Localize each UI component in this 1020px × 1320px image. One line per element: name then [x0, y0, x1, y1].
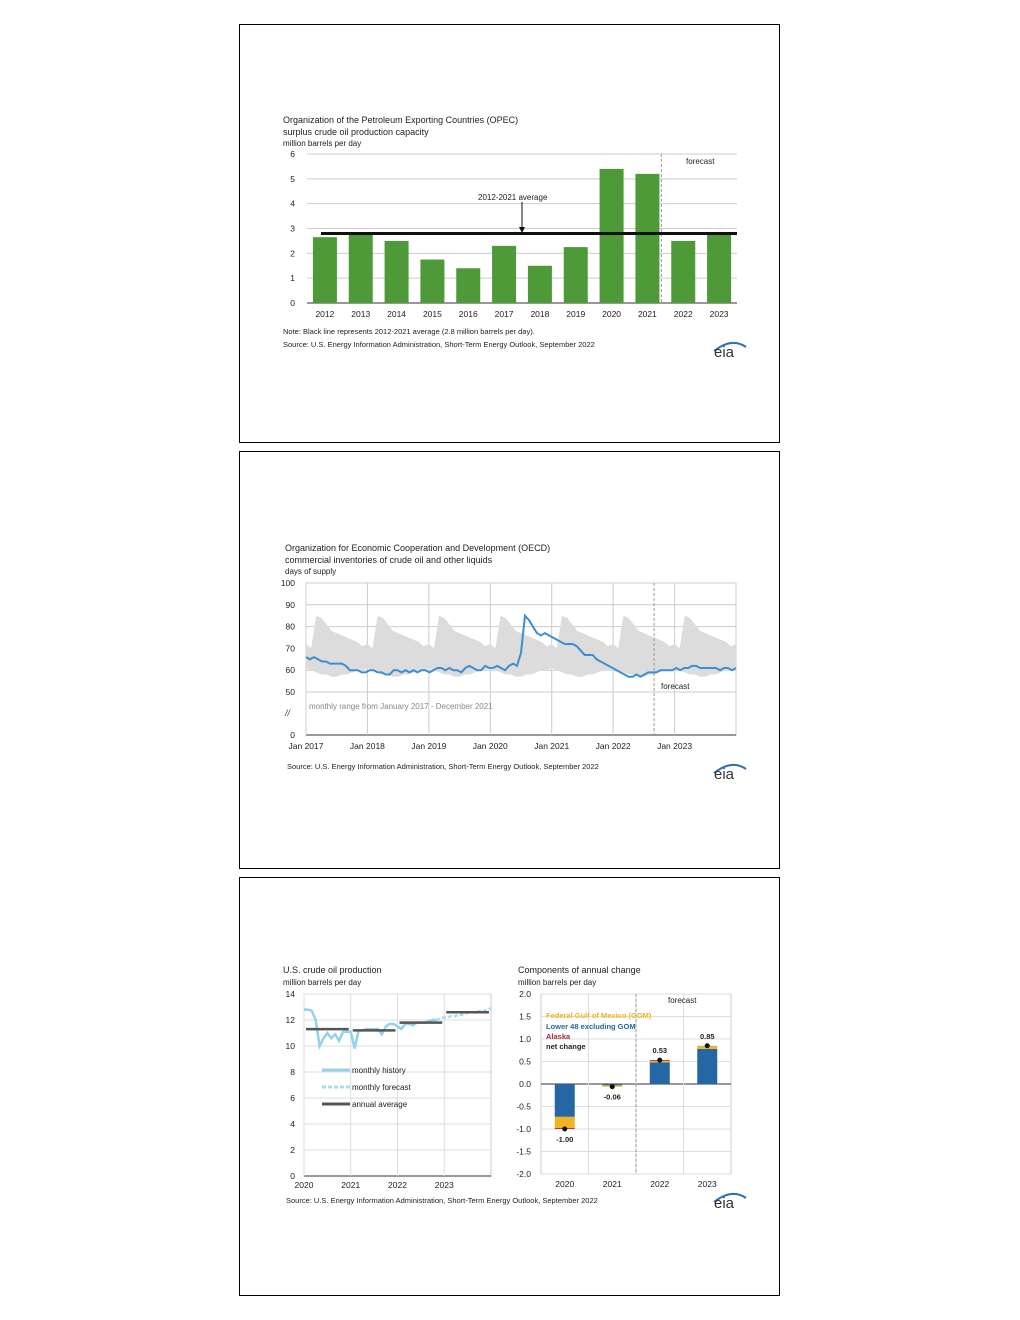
oecd-axis-break: // — [285, 708, 291, 718]
us-x-tick-label: 2022 — [388, 1180, 407, 1190]
opec-x-tick-label: 2019 — [566, 309, 586, 319]
oecd-x-tick-label: Jan 2023 — [657, 741, 693, 751]
cmp-bar-segment — [697, 1049, 717, 1084]
opec-bar — [528, 266, 552, 303]
opec-chart-panel — [239, 24, 780, 443]
opec-x-tick-label: 2014 — [387, 309, 407, 319]
opec-forecast-label: forecast — [686, 157, 715, 166]
oecd-source: Source: U.S. Energy Information Administration, Short-Term Energy Outlook, September 2022 — [287, 762, 599, 771]
cmp-net-change-label: 0.85 — [699, 1031, 715, 1041]
components-unit: million barrels per day — [518, 978, 597, 987]
oecd-forecast-label: forecast — [661, 682, 690, 691]
us-x-tick-label: 2023 — [434, 1180, 454, 1190]
opec-x-tick-label: 2023 — [709, 309, 729, 319]
cmp-x-tick-label: 2022 — [650, 1179, 670, 1189]
cmp-x-tick-label: 2020 — [555, 1179, 575, 1189]
opec-x-tick-label: 2018 — [530, 309, 550, 319]
components-x-axis — [555, 1179, 717, 1189]
legend-forecast-label: monthly forecast — [352, 1083, 411, 1092]
opec-x-tick-label: 2015 — [422, 309, 442, 319]
us-y-tick-label: 12 — [285, 1015, 295, 1025]
opec-title-line1: Organization of the Petroleum Exporting Countries (OPEC) — [283, 115, 519, 125]
opec-x-tick-label: 2020 — [602, 309, 622, 319]
opec-bars — [313, 169, 731, 303]
us-prod-unit: million barrels per day — [283, 978, 362, 987]
cmp-net-change-label: -1.00 — [556, 1135, 574, 1144]
opec-x-tick-label: 2016 — [458, 309, 478, 319]
oecd-y-tick-label: 50 — [285, 687, 295, 697]
cmp-x-tick-label: 2021 — [602, 1179, 622, 1189]
cmp-net-change-dot — [562, 1127, 567, 1132]
opec-y-tick-label: 3 — [290, 223, 295, 234]
svg-text:eia: eia — [714, 1195, 735, 1212]
opec-note: Note: Black line represents 2012-2021 average (2.8 million barrels per day). — [283, 327, 535, 336]
cmp-y-tick-label: 0.5 — [519, 1056, 531, 1067]
us-prod-y-axis — [286, 989, 296, 1181]
eia-logo — [714, 343, 746, 361]
opec-average-label: 2012-2021 average — [478, 193, 548, 202]
opec-x-tick-label: 2017 — [494, 309, 514, 319]
opec-y-tick-label: 6 — [290, 149, 295, 159]
cmp-bar-segment — [650, 1062, 670, 1084]
cmp-net-change-label: 0.53 — [652, 1046, 668, 1056]
opec-bar — [564, 247, 588, 303]
cmp-y-tick-label: -1.0 — [516, 1124, 531, 1134]
oecd-y-tick-label: 90 — [285, 599, 295, 610]
opec-y-tick-label: 5 — [290, 173, 295, 184]
cmp-y-tick-label: 0.0 — [519, 1079, 531, 1089]
opec-bar — [492, 246, 516, 303]
opec-chart-svg — [240, 25, 779, 442]
opec-bar — [600, 169, 624, 303]
opec-x-tick-label: 2021 — [637, 309, 657, 319]
oecd-title-line2: commercial inventories of crude oil and other liquids — [285, 555, 493, 565]
eia-logo — [714, 1194, 746, 1212]
cmp-net-change-dot — [610, 1084, 615, 1089]
oecd-y-tick-label: 80 — [285, 621, 295, 632]
us-production-panel — [239, 877, 780, 1296]
oecd-chart-panel — [239, 451, 780, 869]
legend-history-label: monthly history — [352, 1066, 406, 1075]
opec-title-line2: surplus crude oil production capacity — [283, 127, 429, 137]
cmp-y-tick-label: 2.0 — [519, 989, 531, 999]
opec-y-tick-label: 2 — [290, 248, 295, 259]
us-x-tick-label: 2021 — [341, 1180, 361, 1190]
cmp-net-change-label: -0.06 — [603, 1092, 621, 1102]
oecd-x-tick-label: Jan 2020 — [472, 741, 508, 751]
opec-bar — [385, 241, 409, 303]
opec-bar — [349, 235, 373, 303]
components-forecast-label: forecast — [668, 996, 697, 1005]
us-y-tick-label: 8 — [290, 1067, 295, 1077]
us-prod-x-axis — [295, 1180, 454, 1190]
opec-unit-label: million barrels per day — [283, 139, 362, 148]
opec-bar — [456, 268, 480, 303]
svg-text:eia: eia — [714, 344, 735, 361]
oecd-unit-label: days of supply — [285, 567, 337, 576]
legend-average-label: annual average — [352, 1100, 408, 1109]
oecd-range-label: monthly range from January 2017 - December 2021 — [309, 702, 493, 711]
opec-bar — [635, 174, 659, 303]
us-y-tick-label: 2 — [290, 1145, 295, 1155]
eia-logo — [714, 765, 746, 783]
us-y-tick-label: 14 — [285, 989, 295, 999]
cmp-y-tick-label: -2.0 — [516, 1169, 531, 1179]
oecd-x-tick-label: Jan 2022 — [595, 741, 631, 751]
us-y-tick-label: 0 — [290, 1171, 295, 1181]
oecd-x-tick-label: Jan 2019 — [411, 741, 447, 751]
opec-bar — [313, 237, 337, 303]
opec-bar — [671, 241, 695, 303]
opec-x-tick-label: 2022 — [673, 309, 693, 319]
cmp-net-change-dot — [657, 1058, 662, 1063]
cmp-net-change-dot — [705, 1043, 710, 1048]
opec-y-tick-label: 4 — [290, 198, 295, 209]
opec-bar — [707, 235, 731, 303]
oecd-x-axis — [289, 741, 693, 751]
us-production-svg — [240, 878, 779, 1295]
cmp-bar-segment — [555, 1084, 575, 1117]
components-y-axis — [516, 989, 531, 1179]
oecd-y-tick-label: 0 — [290, 730, 295, 740]
us-y-tick-label: 10 — [285, 1041, 295, 1051]
legend-net-label: net change — [546, 1042, 586, 1051]
cmp-x-tick-label: 2023 — [697, 1179, 717, 1189]
opec-x-axis — [315, 309, 728, 319]
oecd-y-tick-label: 70 — [285, 643, 295, 654]
oecd-x-tick-label: Jan 2018 — [349, 741, 385, 751]
cmp-y-tick-label: 1.0 — [519, 1034, 531, 1044]
oecd-chart-svg — [240, 452, 779, 868]
cmp-bar-segment — [555, 1117, 575, 1128]
legend-gom-label: Federal Gulf of Mexico (GOM) — [546, 1011, 652, 1020]
us-y-tick-label: 6 — [290, 1093, 295, 1103]
opec-y-axis — [290, 149, 295, 308]
opec-x-tick-label: 2012 — [315, 309, 335, 319]
oecd-y-tick-label: 60 — [285, 665, 295, 676]
opec-x-tick-label: 2013 — [351, 309, 371, 319]
components-title: Components of annual change — [518, 965, 641, 975]
oecd-x-tick-label: Jan 2021 — [534, 741, 570, 751]
legend-l48-label: Lower 48 excluding GOM — [546, 1022, 636, 1031]
oecd-x-tick-label: Jan 2017 — [288, 741, 324, 751]
us-x-tick-label: 2020 — [294, 1180, 314, 1190]
svg-text:eia: eia — [714, 766, 735, 783]
legend-alaska-label: Alaska — [546, 1032, 571, 1041]
cmp-y-tick-label: 1.5 — [519, 1011, 531, 1022]
oecd-y-tick-label: 100 — [280, 578, 295, 588]
opec-y-tick-label: 1 — [290, 273, 295, 284]
opec-y-tick-label: 0 — [290, 298, 295, 308]
us-y-tick-label: 4 — [290, 1119, 295, 1129]
oecd-title-line1: Organization for Economic Cooperation and Development (OECD) — [285, 543, 551, 553]
opec-bar — [420, 260, 444, 303]
us-prod-title: U.S. crude oil production — [283, 965, 382, 975]
cmp-y-tick-label: -1.5 — [516, 1146, 531, 1157]
panel3-source: Source: U.S. Energy Information Administration, Short-Term Energy Outlook, September 2022 — [286, 1196, 598, 1205]
opec-source: Source: U.S. Energy Information Administration, Short-Term Energy Outlook, September 2022 — [283, 340, 595, 349]
cmp-y-tick-label: -0.5 — [516, 1101, 531, 1112]
